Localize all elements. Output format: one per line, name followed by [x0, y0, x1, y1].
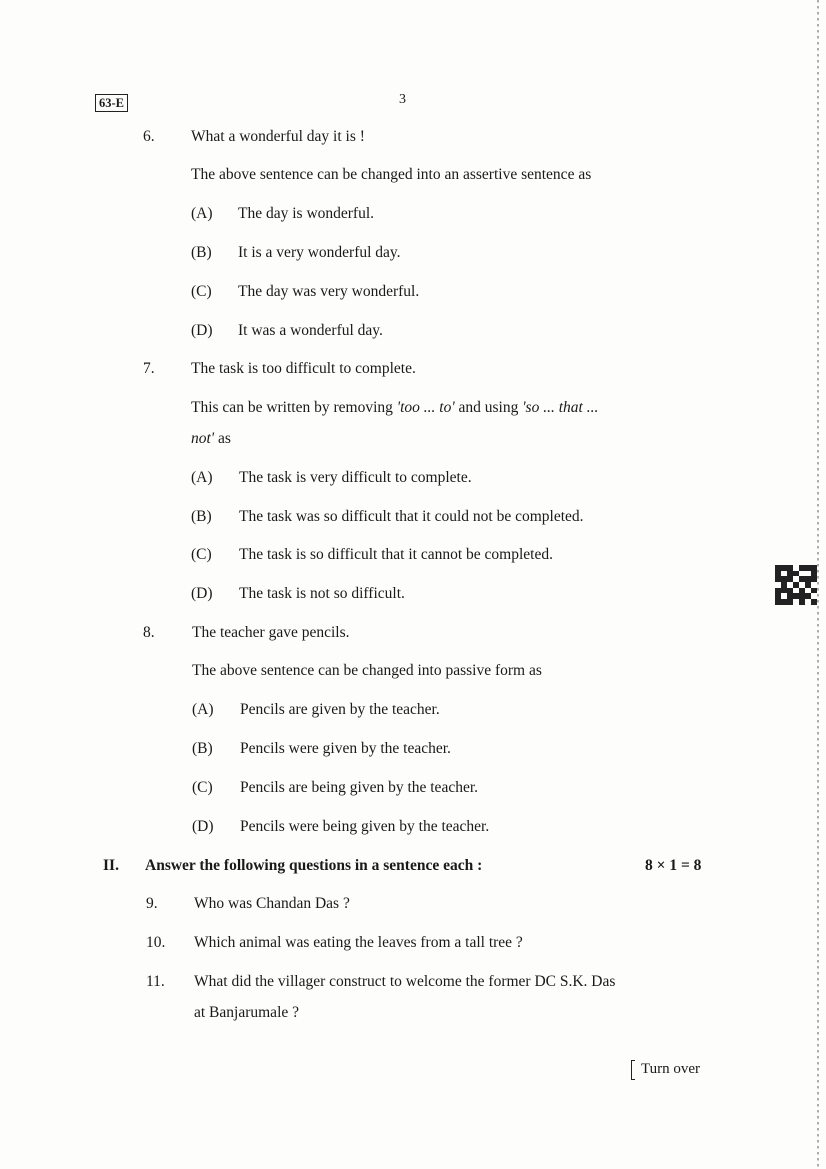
option-letter: (D): [191, 585, 213, 602]
option-letter: (C): [191, 546, 212, 563]
question-text: The task is too difficult to complete.: [191, 360, 416, 377]
question-number: 6.: [143, 128, 155, 145]
question-text: Which animal was eating the leaves from a tall tree ?: [194, 934, 523, 951]
option-letter: (B): [191, 508, 212, 525]
section-marks: 8 × 1 = 8: [645, 857, 702, 874]
paper-code: 63-E: [95, 94, 128, 112]
option-letter: (D): [192, 818, 214, 835]
option-text: Pencils were given by the teacher.: [240, 740, 451, 757]
page-number: 3: [399, 92, 406, 107]
option-letter: (A): [191, 469, 213, 486]
question-number: 8.: [143, 624, 155, 641]
question-instruction: The above sentence can be changed into an assertive sentence as: [191, 166, 592, 183]
option-letter: (A): [192, 701, 214, 718]
question-text-continued: at Banjarumale ?: [194, 1004, 300, 1021]
option-text: Pencils are being given by the teacher.: [240, 779, 479, 796]
option-text: Pencils were being given by the teacher.: [240, 818, 490, 835]
option-letter: (D): [191, 322, 213, 339]
option-text: The task is very difficult to complete.: [239, 469, 472, 486]
question-text: What did the villager construct to welcome the former DC S.K. Das: [194, 973, 616, 990]
option-text: The day is wonderful.: [238, 205, 375, 222]
option-text: Pencils are given by the teacher.: [240, 701, 440, 718]
option-text: It is a very wonderful day.: [238, 244, 401, 261]
qr-code-icon: [775, 565, 817, 605]
option-text: The task is not so difficult.: [239, 585, 405, 602]
option-letter: (B): [191, 244, 212, 261]
option-letter: (A): [191, 205, 213, 222]
question-text: The teacher gave pencils.: [192, 624, 350, 641]
section-numeral: II.: [103, 857, 119, 874]
option-letter: (B): [192, 740, 213, 757]
page-edge-dots: [817, 0, 819, 1169]
question-number: 9.: [146, 895, 158, 912]
option-text: The day was very wonderful.: [238, 283, 420, 300]
question-number: 11.: [146, 973, 165, 990]
option-text: The task is so difficult that it cannot be completed.: [239, 546, 553, 563]
turn-over-label: Turn over: [641, 1061, 701, 1077]
option-letter: (C): [191, 283, 212, 300]
question-instruction: This can be written by removing 'too ... to' and using 'so ... that ...: [191, 399, 599, 416]
option-text: It was a wonderful day.: [238, 322, 383, 339]
question-instruction: The above sentence can be changed into passive form as: [192, 662, 542, 679]
option-text: The task was so difficult that it could not be completed.: [239, 508, 584, 525]
option-letter: (C): [192, 779, 213, 796]
question-instruction-continued: not' as: [191, 430, 231, 447]
question-text: Who was Chandan Das ?: [194, 895, 350, 912]
bracket-mark: [631, 1060, 635, 1080]
section-heading: Answer the following questions in a sentence each :: [145, 857, 483, 874]
question-text: What a wonderful day it is !: [191, 128, 365, 145]
question-number: 10.: [146, 934, 166, 951]
question-number: 7.: [143, 360, 155, 377]
